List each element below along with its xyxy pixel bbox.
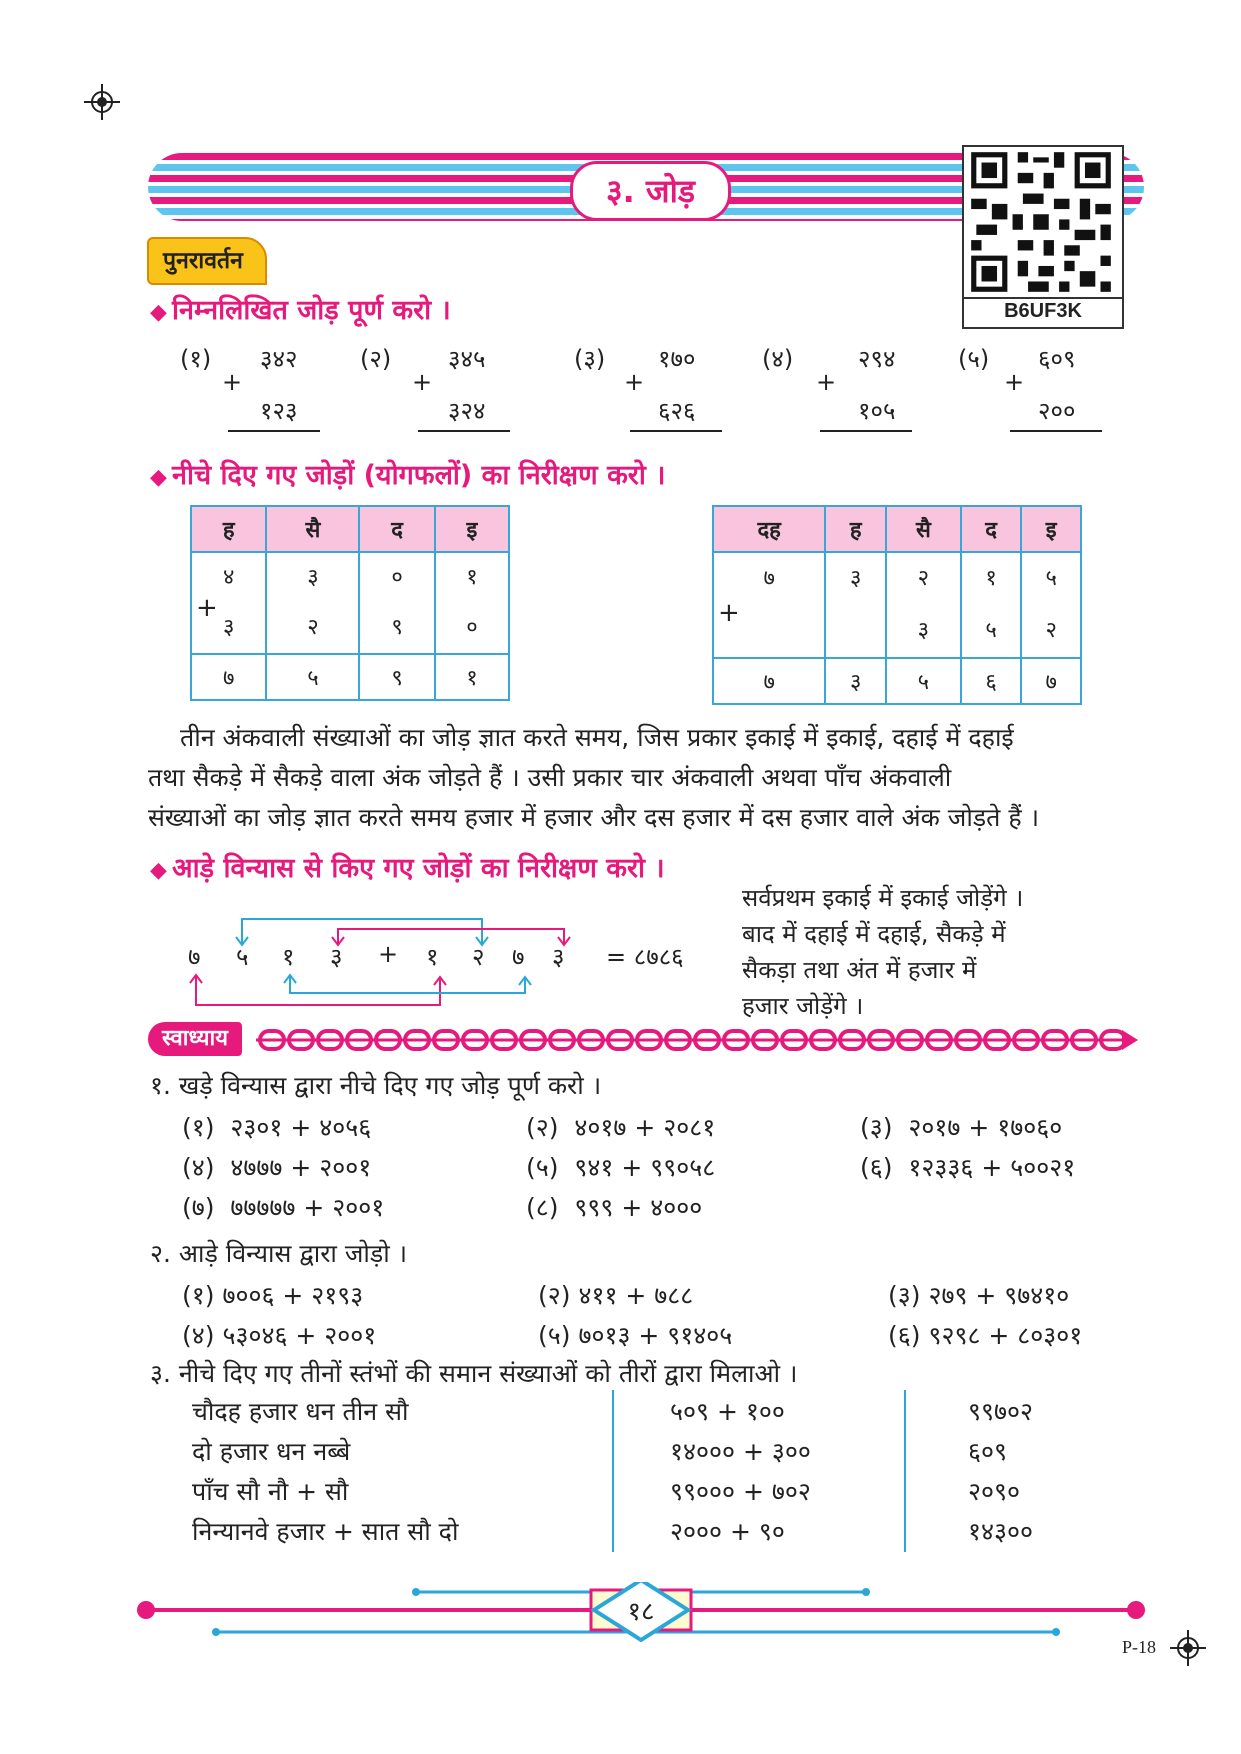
registration-mark-icon [82, 82, 122, 122]
chapter-title: ३. जोड़ [570, 161, 731, 221]
col1-item: निन्यानवे हजार + सात सौ दो [192, 1517, 459, 1546]
revision-badge: पुनरावर्तन [147, 237, 267, 285]
addition-problem: (१) ३४२ + १२३ [180, 342, 330, 432]
q1-item: (८) ९९९ + ४००० [526, 1193, 703, 1222]
qr-code[interactable] [962, 145, 1124, 329]
q2-item: (६) ९२९८ + ८०३०१ [888, 1321, 1083, 1350]
place-value-table-1: ह सै द इ ४ ३ + ३ २ ० ९ १ ० ७ ५ ९ १ [190, 505, 510, 701]
col1-item: पाँच सौ नौ + सौ [192, 1477, 349, 1506]
col1-item: दो हजार धन नब्बे [192, 1437, 351, 1466]
practice-label: स्वाध्याय [148, 1022, 242, 1056]
col3-item: १४३०० [968, 1517, 1034, 1546]
q1-item: (४) ४७७७ + २००१ [182, 1153, 372, 1182]
col3-item: ९९७०२ [968, 1397, 1034, 1426]
section2-instruction: ◆ नीचे दिए गए जोड़ों (योगफलों) का निरीक्षण करो । [150, 460, 666, 491]
q1-item: (१) २३०१ + ४०५६ [182, 1113, 372, 1142]
explanation-paragraph: तीन अंकवाली संख्याओं का जोड़ ज्ञात करते समय, जिस प्रकार इकाई में इकाई, दहाई में दहाई तथा सैकड़े में सैकड़े वाला अंक जोड़ते हैं । उसी प्रकार चार अंकवाली अथवा पाँच अंकवाली संख्याओं का जोड़ ज्ञात करते समय हजार में हजार और दस हजार में दस हजार वाले अंक जोड़ते हैं । [148, 723, 1040, 832]
qr-code-text: B6UF3K [964, 297, 1122, 323]
col2-item: १४००० + ३०० [670, 1437, 811, 1466]
horizontal-addition-note: सर्वप्रथम इकाई में इकाई जोड़ेंगे । बाद में दहाई में दहाई, सैकड़े में सैकड़ा तथा अंत में हजार में हजार जोड़ेंगे । [742, 884, 1024, 1020]
column-divider [612, 1390, 614, 1552]
diamond-bullet-icon: ◆ [150, 858, 167, 883]
q1-item: (७) ७७७७७ + २००१ [182, 1193, 385, 1222]
col3-item: ६०९ [968, 1437, 1008, 1466]
q1-item: (२) ४०१७ + २०८१ [526, 1113, 716, 1142]
col2-item: ९९००० + ७०२ [670, 1477, 811, 1506]
page-number: १८ [627, 1597, 655, 1627]
section1-instruction: ◆ निम्नलिखित जोड़ पूर्ण करो । [150, 295, 451, 326]
place-value-table-2: दह ह सै द इ ७ + ३ २ ३ १ ५ ५ २ ७ ३ ५ ६ ७ [712, 505, 1082, 705]
practice-banner [148, 1022, 1138, 1058]
q2-item: (३) २७९ + ९७४१० [888, 1281, 1070, 1310]
addition-problem: (५) ६०९ + २०० [958, 342, 1118, 432]
section3-instruction: ◆ आड़े विन्यास से किए गए जोड़ों का निरीक्षण करो । [150, 853, 665, 884]
col1-item: चौदह हजार धन तीन सौ [192, 1397, 409, 1426]
col2-item: २००० + ९० [670, 1517, 785, 1546]
addition-problem: (४) २९४ + १०५ [762, 342, 922, 432]
diamond-bullet-icon: ◆ [150, 465, 167, 490]
qr-code-icon [964, 147, 1118, 297]
question-1: १. खड़े विन्यास द्वारा नीचे दिए गए जोड़ पूर्ण करो । [150, 1071, 602, 1100]
addition-problem: (३) १७० + ६२६ [574, 342, 734, 432]
q2-item: (२) ४११ + ७८८ [538, 1281, 694, 1310]
addition-problem: (२) ३४५ + ३२४ [360, 342, 510, 432]
col2-item: ५०९ + १०० [670, 1397, 785, 1426]
page-code: P-18 [1122, 1637, 1157, 1657]
diamond-bullet-icon: ◆ [150, 300, 167, 325]
col3-item: २०९० [968, 1477, 1021, 1506]
q1-item: (३) २०१७ + १७०६० [860, 1113, 1063, 1142]
q2-item: (१) ७००६ + २१९३ [182, 1281, 364, 1310]
question-3: ३. नीचे दिए गए तीनों स्तंभों की समान संख्याओं को तीरों द्वारा मिलाओ । [150, 1359, 798, 1388]
q2-item: (४) ५३०४६ + २००१ [182, 1321, 377, 1350]
q1-item: (५) ९४१ + ९९०५८ [526, 1153, 716, 1182]
chain-decoration-icon [256, 1026, 1138, 1054]
question-2: २. आड़े विन्यास द्वारा जोड़ो । [150, 1239, 408, 1268]
q2-item: (५) ७०१३ + ९१४०५ [538, 1321, 733, 1350]
registration-mark-icon [1168, 1628, 1208, 1668]
q1-item: (६) १२३३६ + ५००२१ [860, 1153, 1076, 1182]
column-divider [904, 1390, 906, 1552]
